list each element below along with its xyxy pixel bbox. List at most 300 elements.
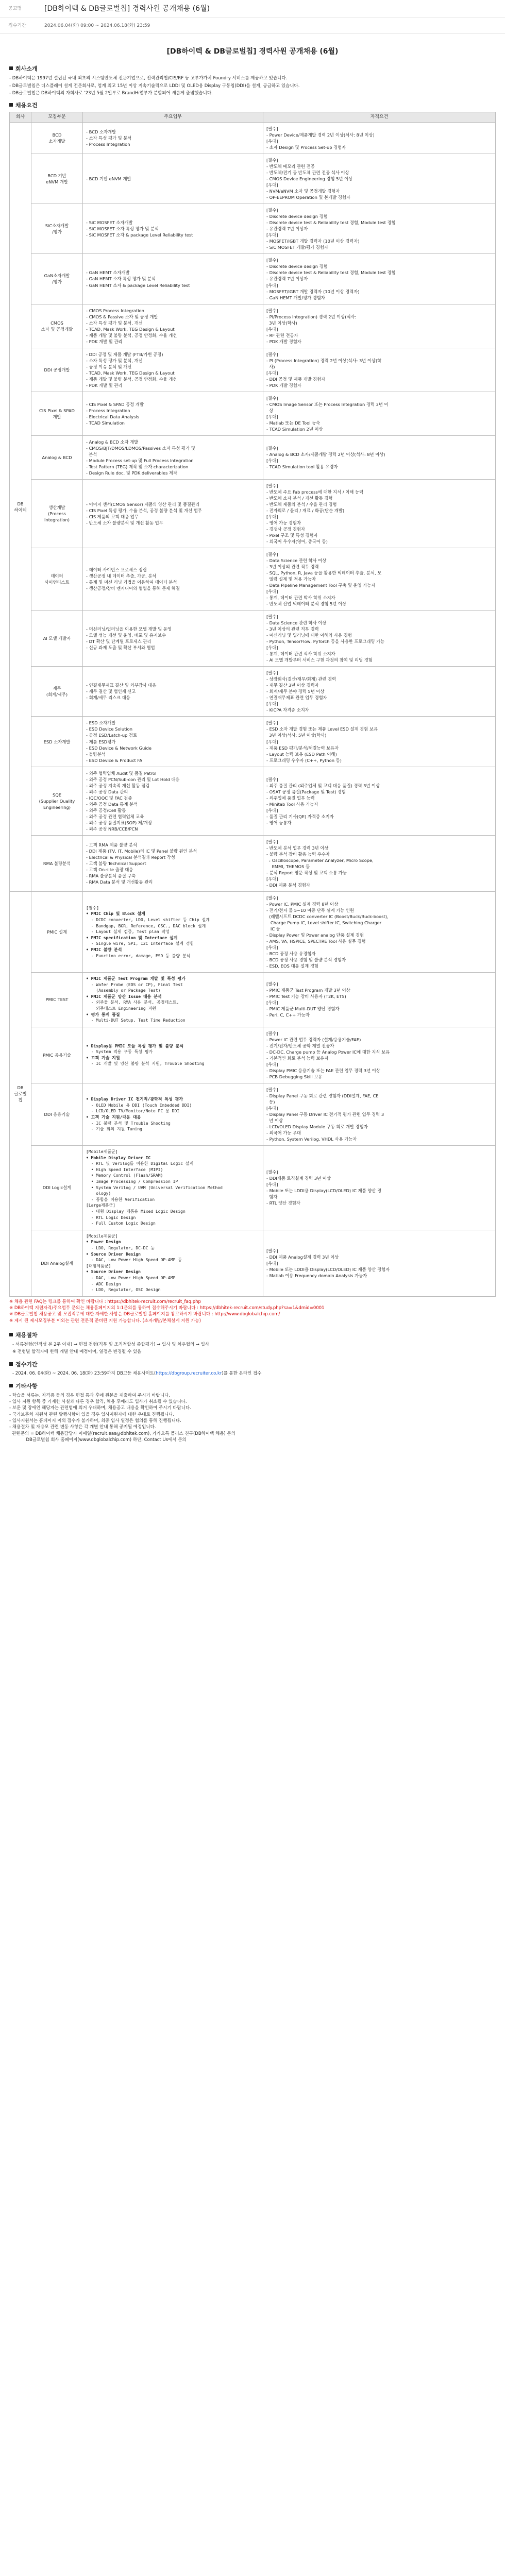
process-steps: - 서류전형(인적성 본 2주 이내) → 면접 전형(직무 및 조직적합성 종합평가) → 입사 및 처우협의 → 입사 bbox=[12, 1342, 209, 1347]
qualification-item: [우대] bbox=[266, 589, 278, 595]
duty-item: - SiC MOSFET 소자개발 bbox=[86, 220, 133, 226]
qualification-item: [필수] bbox=[266, 208, 278, 213]
qualification-item: - Matlab 이용 Frequency domain Analysis 가능자 bbox=[266, 1273, 367, 1278]
duty-item: - 대형 Display 제품용 Mixed Logic Design bbox=[86, 1209, 186, 1214]
duty-item: - Design Rule doc. 및 PDK deliverables 제작 bbox=[86, 470, 178, 476]
division-name: RMA 불량분석 bbox=[43, 860, 71, 866]
duties-cell bbox=[83, 123, 263, 154]
qualification-item: - 외주 품질 관리 (외주업체 및 고객 대응 품질) 경력 3년 이상 bbox=[266, 783, 380, 788]
notes-block bbox=[9, 1299, 496, 1324]
duty-item: • Display용 PMIC 모듈 특성 평가 및 불량 분석 bbox=[86, 1043, 184, 1048]
division-name: DDI Logic설계 bbox=[42, 1185, 72, 1191]
qualification-item: - GaN HEMT 개발/평가 경험자 bbox=[266, 295, 325, 300]
duties-list bbox=[86, 770, 260, 832]
duties-cell bbox=[83, 479, 263, 548]
division-cell bbox=[31, 767, 83, 835]
etc-line: - 보훈 및 장애인 해당자는 관련법에 의거 우대하며, 채용공고 내용을 확인하여 주시기 바랍니다. bbox=[9, 1405, 191, 1411]
application-link[interactable]: https://dbgroup.recruiter.co.kr bbox=[156, 1371, 222, 1377]
qualification-item: - PDK 개발 경험자 bbox=[266, 382, 301, 388]
qualification-item: - TCAD Simulation tool 활용 유경자 bbox=[266, 464, 338, 469]
duty-item: [Large제품군] bbox=[86, 1203, 115, 1208]
qualification-item: - Minitab Tool 사용 가능자 bbox=[266, 801, 318, 807]
qualification-item: [우대] bbox=[266, 514, 278, 519]
qualification-item: - 경쟁사 공정 경험자 bbox=[266, 527, 306, 532]
qualification-item: [우대] bbox=[266, 457, 278, 463]
duties-cell bbox=[83, 717, 263, 767]
qualification-item: [필수] bbox=[266, 839, 278, 844]
qualification-item: - 영어 가능 경험자 bbox=[266, 520, 301, 526]
qualification-item: [필수] bbox=[266, 351, 278, 357]
qualifications-list bbox=[266, 351, 492, 388]
duties-cell bbox=[83, 1027, 263, 1083]
note-line: ※ 채용 관련 FAQ는 링크를 통하여 확인 바랍니다 : https://dbhitek-recruit.com/recruit_faq.php bbox=[9, 1299, 201, 1304]
duty-item: - IC 불량 분석 및 Trouble Shooting bbox=[86, 1121, 171, 1126]
qualifications-list bbox=[266, 720, 492, 763]
duty-item: - Bandgap, BGR, Reference, OSC., DAC block 설계 bbox=[86, 923, 206, 928]
qualification-item: - Discrete device design 경험 bbox=[266, 264, 328, 269]
duties-list bbox=[86, 219, 260, 238]
qualification-item: - Mobile 또는 LDDI용 Display(LCD/OLED) IC 제품 양산 경험자 bbox=[266, 1266, 390, 1272]
qualification-item: [필수] bbox=[266, 614, 278, 620]
duty-item: - OLED Mobile 용 DDI (Touch Embedded DDI) bbox=[86, 1103, 192, 1108]
duty-item: - LCD/OLED TV/Monitor/Note PC 용 DDI bbox=[86, 1109, 180, 1114]
duty-item: [필수] bbox=[86, 905, 99, 910]
duty-item: - 이미지 센서(CMOS Sensor) 제품의 양산 관리 및 품질관리 bbox=[86, 501, 200, 507]
duties-list bbox=[86, 567, 260, 591]
qualification-item: 사) bbox=[266, 364, 275, 369]
duty-item: - 모델 성능 개선 및 운영, 배포 및 유지보수 bbox=[86, 633, 166, 638]
qualifications-list bbox=[266, 207, 492, 250]
qualification-item: [우대] bbox=[266, 1000, 278, 1006]
qualifications-list bbox=[266, 157, 492, 200]
duty-item: - 공정 이슈 분석 및 개선 bbox=[86, 364, 132, 369]
duty-item: - 신규 과제 도출 및 확산 부서와 협업 bbox=[86, 645, 155, 651]
qualification-item: 년 이상 bbox=[266, 1117, 283, 1123]
duties-cell bbox=[83, 835, 263, 891]
qualifications-cell bbox=[263, 254, 496, 304]
process-heading: 채용절차 bbox=[9, 1331, 496, 1340]
duty-item: - 외주 공정/Cell 활동 bbox=[86, 807, 126, 813]
qualification-item: - 반도체/전기 등 반도체 관련 전공 석사 이상 bbox=[266, 170, 349, 176]
qualification-item: 델링 설계 및 적용 가능자 bbox=[266, 577, 316, 582]
qualification-item: [필수] bbox=[266, 1248, 278, 1253]
qualification-item: - PMIC Test 기능 장비 사용자 (T2K, ETS) bbox=[266, 994, 346, 999]
duty-item: - RTL Logic Design bbox=[86, 1215, 136, 1220]
duty-item: - ESD Device Solution bbox=[86, 726, 132, 732]
duty-item: - 공정 ESD/Latch-up 검토 bbox=[86, 733, 137, 738]
qualification-item: [필수] bbox=[266, 308, 278, 313]
duty-item: - SiC MOSFET 소자 & package Level Reliability test bbox=[86, 232, 193, 238]
qualifications-list bbox=[266, 445, 492, 470]
qualification-item: - DDI 공정 및 제품 개발 경험자 bbox=[266, 376, 326, 382]
qualification-item: [필수] bbox=[266, 981, 278, 987]
duty-item: - 외주 공정 지속적 개선 활동 점검 bbox=[86, 783, 150, 788]
duties-cell bbox=[83, 891, 263, 972]
division-cell bbox=[31, 479, 83, 548]
duty-item: - 연결재무제표 결산 및 외부감사 대응 bbox=[86, 683, 157, 688]
qualification-item: - PI (Process Integration) 경력 2년 이상(석사: 3년 이상(학 bbox=[266, 358, 382, 363]
duty-item: - CMOS Process Integration bbox=[86, 308, 144, 313]
duty-item: - 데이터 사이언스 프로세스 정립 bbox=[86, 567, 147, 573]
qualification-item: 상 bbox=[266, 408, 274, 413]
section-bullet-icon bbox=[9, 1362, 13, 1366]
qualification-item: - 회계/세무 분야 경력 5년 이상 bbox=[266, 689, 325, 694]
posting-period-row bbox=[0, 18, 505, 34]
qualifications-list bbox=[266, 895, 492, 969]
table-row bbox=[10, 1230, 496, 1296]
qualification-item: - AI 모델 개발부터 서비스 구현 과정의 참여 및 리딩 경험 bbox=[266, 657, 373, 663]
company-intro-heading: 회사소개 bbox=[9, 65, 496, 73]
qualification-item: [우대] bbox=[266, 1105, 278, 1111]
division-name: Analog & BCD bbox=[42, 454, 72, 460]
qualification-item: 3년 이상(석사: 5년 이상(학사) bbox=[266, 733, 327, 738]
qualification-item: - 3년 이상의 관련 직무 경력 bbox=[266, 626, 319, 632]
table-row bbox=[10, 835, 496, 891]
duties-list bbox=[86, 401, 260, 426]
qualification-item: [우대] bbox=[266, 944, 278, 950]
qualification-item: - RF 관련 전공자 bbox=[266, 332, 298, 338]
qualification-item: [우대] bbox=[266, 701, 278, 707]
qualification-item: - PDK 개발 경험자 bbox=[266, 338, 301, 344]
company-intro bbox=[9, 75, 496, 96]
duties-list bbox=[86, 682, 260, 701]
posting-period-label: 접수기간 bbox=[8, 23, 26, 28]
qualification-item: - 불량 분석 장비 활용 능력 우수자 bbox=[266, 851, 330, 857]
division-cell bbox=[31, 1146, 83, 1230]
qualification-item: - SQL, Python, R, Java 등을 활용한 빅데이터 추출, 분석, 모 bbox=[266, 570, 382, 576]
qualification-item: - DDI제품 로직설계 경력 3년 이상 bbox=[266, 1176, 331, 1181]
qualification-item: - DDI 제품 Analog설계 경력 3년 이상 bbox=[266, 1254, 339, 1260]
duties-cell bbox=[83, 435, 263, 479]
duty-item: - DDI 제품 (TV, IT, Mobile)의 IC 및 Panel 불량 원인 분석 bbox=[86, 848, 197, 854]
qualifications-cell bbox=[263, 348, 496, 392]
duty-item: - 생산공정 내 데이터 추출, 가공, 분석 bbox=[86, 573, 157, 579]
table-row bbox=[10, 717, 496, 767]
qualification-item: [필수] bbox=[266, 445, 278, 451]
qualifications-list bbox=[266, 308, 492, 345]
qualifications-cell bbox=[263, 154, 496, 204]
qualifications-cell bbox=[263, 891, 496, 972]
duties-cell bbox=[83, 304, 263, 348]
note-line: ※ DB하이텍 지원자격/주요업무 문의는 채용홈페이지의 1:1문의를 통하여 접수해주시기 바랍니다 : https://dbhitek-recruit.com/study.php?sa=1&dmid=0001 bbox=[9, 1306, 325, 1311]
division-name: CIS Pixel & SPAD 개발 bbox=[39, 408, 75, 419]
table-row bbox=[10, 891, 496, 972]
division-cell bbox=[31, 667, 83, 717]
division-name: GaN소자개발 /평가 bbox=[44, 273, 70, 285]
qualification-item: [필수] bbox=[266, 552, 278, 557]
duties-list bbox=[86, 1149, 260, 1227]
etc-heading: 기타사항 bbox=[9, 1382, 496, 1391]
qualification-item: - Discrete device test & Reliability test 경험, Module test 경험 bbox=[266, 270, 396, 276]
qualifications-cell bbox=[263, 304, 496, 348]
duty-item: - Single wire, SPI, I2C Interface 설계 경험 bbox=[86, 941, 194, 946]
qualifications-list bbox=[266, 551, 492, 607]
duties-cell bbox=[83, 348, 263, 392]
qualification-item: - KICPA 자격증 소지자 bbox=[266, 707, 309, 713]
duty-item: • Power Design bbox=[86, 1240, 121, 1245]
qualifications-cell bbox=[263, 667, 496, 717]
etc-line: - 입사지원서는 홈페이지 이외 접수가 불가하며, 최종 입사 일정은 협의를 통해 진행됩니다. bbox=[9, 1418, 181, 1423]
division-cell bbox=[31, 1027, 83, 1083]
duty-item: - Analog & BCD 소자 개발 bbox=[86, 439, 139, 445]
qualifications-cell bbox=[263, 1027, 496, 1083]
qualification-item: - Mobile 또는 LDDI용 Display(LCD/OLED) IC 제품 양산 경 bbox=[266, 1188, 381, 1194]
qualification-item: - PMIC 제품군 Test Program 개발 3년 이상 bbox=[266, 988, 350, 993]
division-cell bbox=[31, 717, 83, 767]
recruit-table-header bbox=[10, 112, 496, 123]
intro-line: - DB글로벌칩은 DB하이텍의 자회사로 '23년 5월 2일부로 BrandHi업부가 분할되어 새롭게 출범했습니다. bbox=[9, 90, 213, 96]
qualification-item: - TCAD Simulation 2년 이상 bbox=[266, 426, 323, 432]
duty-item: 분석 bbox=[86, 451, 97, 457]
division-name: 생산개발 (Process Integration) bbox=[44, 504, 70, 522]
duty-item: - 고객 On-site 출장 대응 bbox=[86, 867, 133, 872]
qualification-item: [필수] bbox=[266, 258, 278, 263]
qualification-item: - 외국어 가능 우대 bbox=[266, 1130, 301, 1136]
qualification-item: - 재무 결산 3년 이상 경력자 bbox=[266, 683, 319, 688]
qualification-item: - OP-EEPROM Operation 및 본개발 경험자 bbox=[266, 195, 350, 200]
table-row bbox=[10, 123, 496, 154]
qualification-item: [우대] bbox=[266, 139, 278, 144]
qualification-item: - DC-DC, Charge pump 등 Analog Power IC에 대한 지식 보유 bbox=[266, 1049, 390, 1055]
duties-list bbox=[86, 905, 260, 959]
table-row bbox=[10, 348, 496, 392]
duty-item: - 제품 개발 및 불량 분석, 공정 안정화, 수율 개선 bbox=[86, 332, 177, 338]
duty-item: - PDK 개발 및 관리 bbox=[86, 382, 123, 388]
posting-body bbox=[0, 34, 505, 1443]
qualification-item: [우대] bbox=[266, 282, 278, 288]
duties-cell bbox=[83, 548, 263, 611]
qualification-item: - Data Science 관련 학사 이상 bbox=[266, 558, 327, 564]
duty-item: - RMA 불량분석 품질 구축 bbox=[86, 873, 136, 878]
duty-item: - Wafer Probe (EDS or CP), Final Test bbox=[86, 982, 183, 987]
duties-list bbox=[86, 1043, 260, 1067]
table-row bbox=[10, 154, 496, 204]
duty-item: • 고객 기술 지원/대응 대응 bbox=[86, 1114, 141, 1120]
qualification-item: [필수] bbox=[266, 158, 278, 163]
qualification-item: - 반도체 소자 분석 / 개선 활동 경험 bbox=[266, 495, 333, 501]
qualification-item: - 반도체 주요 Fab process에 대한 지식 / 이해 능력 bbox=[266, 489, 363, 495]
duty-item: - Function error, damage, ESD 등 불량 분석 bbox=[86, 953, 191, 958]
duties-list bbox=[86, 269, 260, 288]
etc-line: - 국가보훈처 지원서 관련 발행사항이 있을 경우 입사지원자에 대한 우대로 진행됩니다. bbox=[9, 1412, 175, 1417]
duty-item: - 통계 및 머신 러닝 기법을 이용하여 데이터 분석 bbox=[86, 580, 177, 585]
duty-item: - LDO, Regulator, OSC Design bbox=[86, 1287, 161, 1293]
posting-title: [DB하이텍 & DB글로벌칩] 경력사원 공개채용 (6월) bbox=[44, 5, 210, 13]
duty-item: - RTL 및 Verilog를 이용한 Digital Logic 설계 bbox=[86, 1161, 194, 1166]
qualifications-list bbox=[266, 126, 492, 150]
section-bullet-icon bbox=[9, 1384, 13, 1387]
table-row bbox=[10, 479, 496, 548]
division-name: SQE (Supplier Quality Engineering) bbox=[39, 792, 75, 810]
qualification-item: - Data Science 관련 학사 이상 bbox=[266, 620, 327, 626]
qualification-item: - 반도체 메모리 관련 전공 bbox=[266, 164, 315, 170]
qualifications-list bbox=[266, 1030, 492, 1080]
duty-item: - 반도체 소자 불량분석 및 개선 활동 업무 bbox=[86, 520, 163, 526]
qualification-item: - Display Panel 구동 Driver IC 전기적 평가 관련 업무 경력 3 bbox=[266, 1111, 384, 1117]
col-header-duties: 주요업무 bbox=[83, 112, 263, 123]
duties-list bbox=[86, 129, 260, 147]
duty-item: - CIS Pixel & SPAD 공정 개발 bbox=[86, 401, 144, 407]
qualifications-list bbox=[266, 776, 492, 826]
qualification-item: - 유관경력 7년 이상자 bbox=[266, 276, 308, 282]
duty-item: - 통합을 이용한 Verification bbox=[86, 1197, 155, 1202]
note-line: ※ DB글로벌칩 채용공고 및 모집직무에 대한 자세한 사항은 DB글로벌칩 홈페이지를 참고하시기 바랍니다 : http://www.dbglobalchip.com/ bbox=[9, 1312, 280, 1317]
division-name: AI 모델 개발자 bbox=[43, 636, 71, 641]
division-cell bbox=[31, 348, 83, 392]
qualification-item: - 프로그래밍 우수자 (C++, Python 등) bbox=[266, 757, 342, 763]
division-name: PMIC 설계 bbox=[46, 929, 68, 935]
division-name: PMIC TEST bbox=[45, 997, 69, 1003]
qualification-item: - 연결재무제표 관련 업무 경험자 bbox=[266, 695, 327, 701]
qualification-item: [필수] bbox=[266, 670, 278, 676]
qualification-item: - 3년 이상의 관련 직무 경력 bbox=[266, 564, 319, 570]
qualification-item: - 머신러닝 및 딥러닝에 대한 이해와 사용 경험 bbox=[266, 633, 352, 638]
qualification-item: - 분석 Report 영문 작성 및 고객 소통 가능 bbox=[266, 870, 347, 875]
qualification-item: [필수] bbox=[266, 483, 278, 488]
qualification-item: - PCB Debugging Skill 보유 bbox=[266, 1074, 323, 1079]
duties-list bbox=[86, 308, 260, 345]
division-cell bbox=[31, 435, 83, 479]
qualification-item: 3년 이상(학사) bbox=[266, 320, 297, 326]
qualification-item: - OSAT 공정 품질(Package 및 Test) 경험 bbox=[266, 789, 346, 794]
duty-item: - 기술 회의 지원 Tuning bbox=[86, 1127, 142, 1132]
duties-cell bbox=[83, 1146, 263, 1230]
qualification-item: [우대] bbox=[266, 182, 278, 188]
duty-item: - Electrical Data Analysis bbox=[86, 414, 140, 419]
duty-item: • PMIC 제품군 양산 Issue 대응 분석 bbox=[86, 994, 162, 999]
duty-item: - TCAD, Mask Work, TEG Design & Layout bbox=[86, 326, 175, 332]
qualification-item: - Discrete device design 경험 bbox=[266, 214, 328, 219]
duty-item: - GaN HEMT 소자개발 bbox=[86, 270, 130, 276]
qualifications-cell bbox=[263, 123, 496, 154]
duty-item: - 외주 협력업체 Audit 및 품질 Patrol bbox=[86, 770, 157, 776]
duty-item: - ESD 소자개발 bbox=[86, 720, 116, 726]
duties-cell bbox=[83, 392, 263, 435]
duty-item: - 생산공정/장비 엔지니어와 협업을 통해 문제 해결 bbox=[86, 586, 180, 591]
duty-item: - 불량분석 bbox=[86, 751, 106, 757]
qualification-item: - ESD, EOS 대응 설계 경험 bbox=[266, 963, 318, 969]
duty-item: - Layout 실제 검증, Test plan 작성 bbox=[86, 929, 170, 935]
qualification-item: - Analog & BCD 소자/제품개발 경력 2년 이상(석사: 8년 이상) bbox=[266, 451, 385, 457]
duty-item: - 소자 특성 평가 및 분석, 개선 bbox=[86, 320, 143, 326]
duty-item: - Multi-DUT Setup, Test Time Reduction bbox=[86, 1018, 186, 1023]
duty-item: - ADC Design bbox=[86, 1281, 121, 1286]
qualifications-list bbox=[266, 1087, 492, 1142]
duty-item: • PMIC 제품군 Test Program 개발 및 특성 평가 bbox=[86, 976, 186, 981]
recruit-heading: 채용요건 bbox=[9, 101, 496, 110]
duty-item: - 소자 특성 평가 및 분석 bbox=[86, 135, 132, 141]
qualification-item: - AMS, VA, HSPICE, SPECTRE Tool 사용 실무 경험 bbox=[266, 938, 366, 944]
col-header-company: 회사 bbox=[10, 112, 31, 123]
qualification-item: [우대] bbox=[266, 326, 278, 332]
qualification-item: [필수] bbox=[266, 1170, 278, 1175]
qualification-item: [우대] bbox=[266, 1260, 278, 1266]
division-name: CMOS 소자 및 공정개발 bbox=[41, 320, 73, 332]
company-cell bbox=[10, 891, 31, 1296]
company-name: DB 글로벌칩 bbox=[14, 1085, 27, 1103]
qualification-item: [필수] bbox=[266, 126, 278, 132]
duties-cell bbox=[83, 667, 263, 717]
posting-title-label: 공고명 bbox=[8, 6, 22, 11]
qualifications-list bbox=[266, 839, 492, 888]
division-name: 재무 (회계/세무) bbox=[46, 686, 68, 698]
qualification-item: [우대] bbox=[266, 370, 278, 376]
recruit-table bbox=[9, 112, 496, 1297]
qualification-item: - 기본적인 회로 분석 능력 보유자 bbox=[266, 1055, 329, 1061]
duty-item: • Memory Control (Flash/SRAM) bbox=[86, 1173, 163, 1178]
qualifications-cell bbox=[263, 1083, 496, 1145]
qualification-item: [필수] bbox=[266, 1087, 278, 1092]
qualification-item: - 통계, 데이터 관련 박사 학위 소지자 bbox=[266, 595, 335, 601]
qualification-item: - 외주업체 품질 업무 능력 bbox=[266, 795, 315, 801]
qualifications-cell bbox=[263, 973, 496, 1027]
duty-item: • PMIC 불량 분석 bbox=[86, 947, 122, 952]
qualification-item: : Oscilloscope, Parameter Analyzer, Micro Scope, bbox=[266, 857, 374, 863]
duty-item: - CIS Pixel 특성 평가, 수율 분석, 공정 불량 분석 및 개선 업무 bbox=[86, 507, 202, 513]
duties-cell bbox=[83, 1083, 263, 1145]
table-row bbox=[10, 767, 496, 835]
qualifications-list bbox=[266, 981, 492, 1018]
table-row bbox=[10, 548, 496, 611]
qualification-item: - MOSFET/IGBT 개발 경력자 (10년 이상 경력자) bbox=[266, 239, 360, 244]
qualifications-list bbox=[266, 257, 492, 300]
qualifications-cell bbox=[263, 611, 496, 667]
division-name: ESD 소자개발 bbox=[43, 739, 71, 744]
division-name: BCD 기반 eNVM 개발 bbox=[46, 173, 68, 185]
qualification-item: - Power Device/제품개발 경력 2년 이상(석사: 8년 이상) bbox=[266, 132, 375, 138]
qualification-item: - 상장회사(결산/재무/회계) 관련 경력 bbox=[266, 676, 336, 682]
duties-cell bbox=[83, 973, 263, 1027]
duty-item: • Source Driver Design bbox=[86, 1269, 141, 1275]
intro-line: - DB하이텍은 1997년 설립된 국내 최초의 시스템반도체 전문기업으로, 전력관리칩/CIS/RF 등 고부가가치 Foundry 서비스를 제공하고 있습니다. bbox=[9, 76, 288, 81]
duties-cell bbox=[83, 204, 263, 254]
duty-item: - 외주 공정 Data 통계 분석 bbox=[86, 801, 138, 807]
duty-item: - CIS 제품의 고객 대응 업무 bbox=[86, 514, 139, 519]
qualification-item: - Layout 능력 보유 (ESD Path 이해) bbox=[266, 751, 337, 757]
division-name: DDI 응용기술 bbox=[44, 1111, 70, 1117]
qualification-item: [우대] bbox=[266, 232, 278, 238]
qualification-item: - 통계, 데이터 관련 석사 학위 소지자 bbox=[266, 651, 335, 657]
division-cell bbox=[31, 254, 83, 304]
duty-item: 외주테스트 Engineering 지원 bbox=[86, 1006, 156, 1011]
division-cell bbox=[31, 154, 83, 204]
qualifications-cell bbox=[263, 479, 496, 548]
qualification-item: - Python, System Verilog, VHDL 사용 가능자 bbox=[266, 1137, 357, 1142]
table-row bbox=[10, 435, 496, 479]
table-row bbox=[10, 667, 496, 717]
division-cell bbox=[31, 835, 83, 891]
duty-item: • Source Driver Design bbox=[86, 1251, 141, 1257]
etc-line: 관련문의 = DB하이텍 채용담당자 이메일(recruit.eas@dbhitek.com), 카카오톡 플러스 친구(DB하이텍 채용) 문의 bbox=[9, 1431, 235, 1436]
qualification-item: - Discrete device test & Reliability test 경험, Module test 경험 bbox=[266, 220, 396, 226]
duties-cell bbox=[83, 611, 263, 667]
qualifications-list bbox=[266, 614, 492, 663]
qualification-item: 등) bbox=[266, 1099, 275, 1105]
qualification-item: - 반도체 분석 업무 경력 3년 이상 bbox=[266, 845, 329, 851]
duty-item: - 외주물 분석, RMA 사용 분석, 공정테스트, bbox=[86, 1000, 179, 1005]
duty-item: - 세무 결산 및 법인세 신고 bbox=[86, 689, 136, 694]
division-name: DDI Analog설계 bbox=[41, 1260, 73, 1266]
qualification-item: - 반도체 제품의 분석 / 수율 관리 경험 bbox=[266, 501, 337, 507]
qualification-item: - Python, TensorFlow, PyTorch 등을 사용한 프로그래밍 가능 bbox=[266, 639, 385, 645]
duty-item: - DT 확산 및 단계별 프로세스 관리 bbox=[86, 639, 152, 645]
qualification-item: - Display Power 및 Power analog 단품 설계 경험 bbox=[266, 932, 364, 938]
duty-item: • System Verilog / UVM (Universal Verification Method bbox=[86, 1185, 223, 1190]
duties-list bbox=[86, 1233, 260, 1293]
qualifications-cell bbox=[263, 835, 496, 891]
duty-item: [Mobile제품군] bbox=[86, 1233, 118, 1239]
duty-item: - CMOS/BJT/DMOS/LDMOS/Passives 소자 특성 평가 및 bbox=[86, 445, 195, 451]
